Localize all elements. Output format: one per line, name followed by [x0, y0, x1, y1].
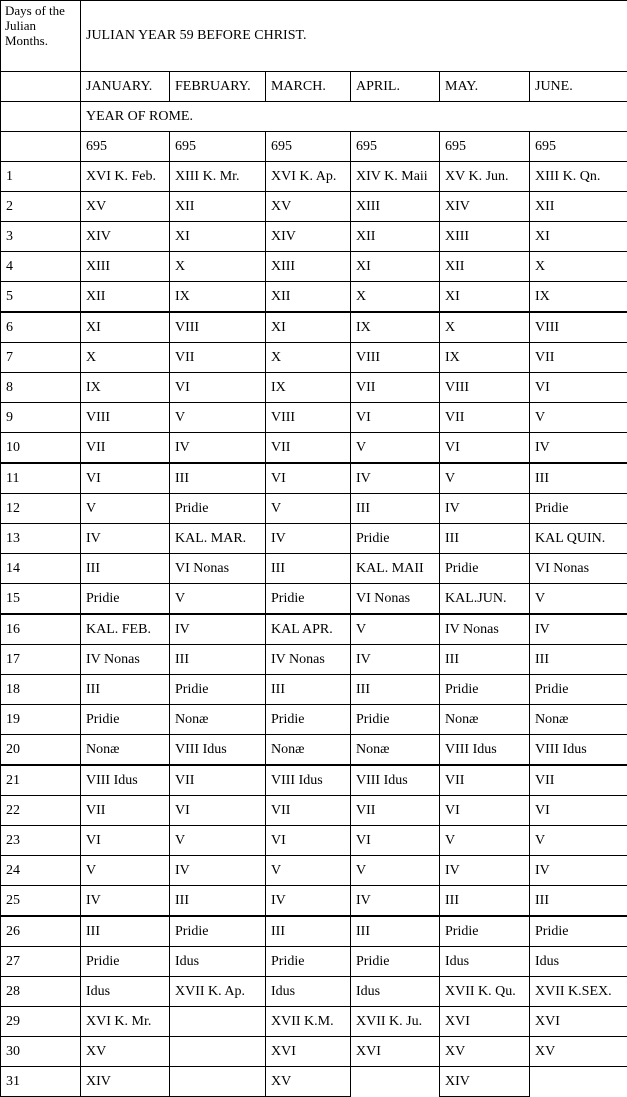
title-row — [1, 1, 627, 72]
month-header-june: JUNE. — [530, 72, 627, 102]
date-cell: IX — [351, 312, 440, 343]
date-cell: III — [351, 675, 440, 705]
date-cell: IV — [351, 886, 440, 917]
date-cell: KAL. MAR. — [170, 524, 266, 554]
day-number: 19 — [1, 705, 81, 735]
day-number: 26 — [1, 916, 81, 947]
date-cell: VI Nonas — [351, 584, 440, 615]
date-cell: XI — [440, 282, 530, 313]
date-cell: VI Nonas — [530, 554, 627, 584]
date-cell: IV Nonas — [81, 645, 170, 675]
date-cell: XVI K. Feb. — [81, 162, 170, 192]
date-cell: V — [266, 494, 351, 524]
date-cell: XII — [351, 222, 440, 252]
date-cell: III — [440, 645, 530, 675]
date-cell: VI — [530, 373, 627, 403]
date-cell: VI — [266, 826, 351, 856]
date-cell: VII — [266, 433, 351, 464]
date-cell: Pridie — [170, 916, 266, 947]
month-header-march: MARCH. — [266, 72, 351, 102]
date-cell: VIII Idus — [170, 735, 266, 766]
date-cell: Pridie — [351, 947, 440, 977]
date-cell: VI — [351, 403, 440, 433]
date-cell: KAL. FEB. — [81, 614, 170, 645]
table-row — [1, 826, 627, 856]
date-cell: KAL.JUN. — [440, 584, 530, 615]
date-cell: IV — [530, 856, 627, 886]
date-cell: XII — [266, 282, 351, 313]
table-row — [1, 765, 627, 796]
year-value: 695 — [266, 132, 351, 162]
date-cell: Pridie — [170, 494, 266, 524]
date-cell: VI — [440, 433, 530, 464]
date-cell: V — [530, 826, 627, 856]
date-cell: VIII — [351, 343, 440, 373]
date-cell: XI — [351, 252, 440, 282]
date-cell: Idus — [170, 947, 266, 977]
year-of-rome-values-row — [1, 132, 627, 162]
date-cell: X — [170, 252, 266, 282]
table-row — [1, 524, 627, 554]
date-cell: IV — [530, 433, 627, 464]
date-cell: VI — [266, 463, 351, 494]
date-cell: IX — [530, 282, 627, 313]
month-header-april: APRIL. — [351, 72, 440, 102]
date-cell: XIII — [81, 252, 170, 282]
date-cell: VIII — [530, 312, 627, 343]
date-cell: IV — [530, 614, 627, 645]
date-cell: III — [266, 554, 351, 584]
day-number: 16 — [1, 614, 81, 645]
month-header-row — [1, 72, 627, 102]
day-number: 8 — [1, 373, 81, 403]
table-row — [1, 494, 627, 524]
day-number: 7 — [1, 343, 81, 373]
date-cell: VIII Idus — [440, 735, 530, 766]
date-cell: III — [530, 463, 627, 494]
date-cell: X — [81, 343, 170, 373]
date-cell: Pridie — [440, 916, 530, 947]
day-number: 22 — [1, 796, 81, 826]
date-cell: VIII — [440, 373, 530, 403]
table-row — [1, 856, 627, 886]
date-cell: V — [440, 463, 530, 494]
date-cell: IV — [170, 856, 266, 886]
date-cell: XV — [81, 1037, 170, 1067]
date-cell: XVI — [266, 1037, 351, 1067]
day-number: 18 — [1, 675, 81, 705]
table-row — [1, 1067, 627, 1097]
date-cell: V — [81, 856, 170, 886]
date-cell: XIV K. Maii — [351, 162, 440, 192]
table-row — [1, 222, 627, 252]
date-cell: IV — [266, 524, 351, 554]
date-cell: VIII — [170, 312, 266, 343]
date-cell: IV — [440, 856, 530, 886]
table-row — [1, 252, 627, 282]
date-cell: VII — [81, 796, 170, 826]
date-cell — [170, 1067, 266, 1097]
date-cell: Pridie — [440, 554, 530, 584]
month-header-january: JANUARY. — [81, 72, 170, 102]
table-row — [1, 916, 627, 947]
day-number: 10 — [1, 433, 81, 464]
day-number: 27 — [1, 947, 81, 977]
date-cell: XII — [440, 252, 530, 282]
month-header-may: MAY. — [440, 72, 530, 102]
date-cell: IV — [81, 886, 170, 917]
date-cell: III — [530, 645, 627, 675]
table-row — [1, 675, 627, 705]
date-cell: XI — [266, 312, 351, 343]
date-cell: Pridie — [81, 947, 170, 977]
date-cell: IX — [266, 373, 351, 403]
day-number: 3 — [1, 222, 81, 252]
date-cell: III — [170, 463, 266, 494]
date-cell: Idus — [440, 947, 530, 977]
date-cell: V — [266, 856, 351, 886]
date-cell: Pridie — [530, 494, 627, 524]
table-row — [1, 886, 627, 917]
year-value: 695 — [530, 132, 627, 162]
year-of-rome-label: YEAR OF ROME. — [81, 102, 627, 132]
date-cell: XVI — [530, 1007, 627, 1037]
date-cell: Nonæ — [440, 705, 530, 735]
date-cell: IV — [266, 886, 351, 917]
date-cell: XII — [170, 192, 266, 222]
date-cell: VII — [170, 343, 266, 373]
date-cell: XV — [81, 192, 170, 222]
date-cell: VI — [440, 796, 530, 826]
date-cell: V — [170, 826, 266, 856]
date-cell: III — [266, 916, 351, 947]
date-cell: V — [351, 433, 440, 464]
date-cell: XVI — [440, 1007, 530, 1037]
date-cell: Nonæ — [530, 705, 627, 735]
date-cell: KAL QUIN. — [530, 524, 627, 554]
date-cell: IX — [440, 343, 530, 373]
date-cell: XIII — [351, 192, 440, 222]
table-row — [1, 554, 627, 584]
date-cell: VII — [440, 765, 530, 796]
date-cell: IV Nonas — [440, 614, 530, 645]
day-number: 11 — [1, 463, 81, 494]
day-number: 29 — [1, 1007, 81, 1037]
day-number: 25 — [1, 886, 81, 917]
empty-cell — [1, 102, 81, 132]
date-cell: VIII — [81, 403, 170, 433]
date-cell — [170, 1007, 266, 1037]
date-cell: Pridie — [81, 705, 170, 735]
date-cell: Pridie — [440, 675, 530, 705]
day-number: 15 — [1, 584, 81, 615]
table-row — [1, 403, 627, 433]
empty-cell — [1, 132, 81, 162]
date-cell: XV — [266, 192, 351, 222]
date-cell: V — [81, 494, 170, 524]
date-cell: VIII Idus — [351, 765, 440, 796]
date-cell: XVII K. Qu. — [440, 977, 530, 1007]
date-cell: KAL APR. — [266, 614, 351, 645]
year-value: 695 — [351, 132, 440, 162]
date-cell: Pridie — [170, 675, 266, 705]
date-cell: III — [530, 886, 627, 917]
date-cell: IV — [170, 433, 266, 464]
table-row — [1, 705, 627, 735]
date-cell: V — [530, 403, 627, 433]
date-cell: III — [351, 494, 440, 524]
day-number: 30 — [1, 1037, 81, 1067]
date-cell: VI — [170, 373, 266, 403]
date-cell: XIII K. Qn. — [530, 162, 627, 192]
table-row — [1, 343, 627, 373]
day-number: 6 — [1, 312, 81, 343]
date-cell: XIV — [81, 222, 170, 252]
date-cell: X — [440, 312, 530, 343]
date-cell: Idus — [266, 977, 351, 1007]
date-cell: VI — [351, 826, 440, 856]
date-cell: VII — [530, 765, 627, 796]
date-cell: XV — [266, 1067, 351, 1097]
date-cell: VI Nonas — [170, 554, 266, 584]
date-cell: XIII — [266, 252, 351, 282]
date-cell: KAL. MAII — [351, 554, 440, 584]
table-row — [1, 947, 627, 977]
date-cell: Nonæ — [170, 705, 266, 735]
date-cell: XI — [81, 312, 170, 343]
day-number: 9 — [1, 403, 81, 433]
table-row — [1, 645, 627, 675]
date-cell: XII — [530, 192, 627, 222]
table-row — [1, 312, 627, 343]
date-cell: XIV — [440, 192, 530, 222]
date-cell: III — [81, 675, 170, 705]
date-cell: V — [530, 584, 627, 615]
date-cell: Pridie — [351, 705, 440, 735]
day-number: 12 — [1, 494, 81, 524]
table-row — [1, 373, 627, 403]
date-cell: IX — [81, 373, 170, 403]
day-number: 31 — [1, 1067, 81, 1097]
date-cell: XVII K. Ap. — [170, 977, 266, 1007]
date-cell: VI — [81, 463, 170, 494]
day-number: 17 — [1, 645, 81, 675]
date-cell: III — [170, 645, 266, 675]
day-number: 4 — [1, 252, 81, 282]
date-cell: V — [351, 614, 440, 645]
date-cell: XVII K.SEX. — [530, 977, 627, 1007]
date-cell: XI — [170, 222, 266, 252]
year-value: 695 — [81, 132, 170, 162]
date-cell: XVI K. Ap. — [266, 162, 351, 192]
date-cell: IV — [81, 524, 170, 554]
date-cell: V — [170, 584, 266, 615]
date-cell: Idus — [530, 947, 627, 977]
day-number: 2 — [1, 192, 81, 222]
date-cell: IV — [170, 614, 266, 645]
date-cell: VII — [266, 796, 351, 826]
date-cell: VIII Idus — [530, 735, 627, 766]
date-cell: VII — [351, 796, 440, 826]
table-row — [1, 282, 627, 313]
date-cell: IV — [351, 645, 440, 675]
date-cell: Idus — [351, 977, 440, 1007]
date-cell: X — [351, 282, 440, 313]
date-cell: VIII — [266, 403, 351, 433]
date-cell: Pridie — [81, 584, 170, 615]
date-cell: V — [440, 826, 530, 856]
date-cell: XIII — [440, 222, 530, 252]
date-cell: X — [530, 252, 627, 282]
year-of-rome-label-row — [1, 102, 627, 132]
date-cell: XIII K. Mr. — [170, 162, 266, 192]
date-cell: IV — [440, 494, 530, 524]
date-cell: XV K. Jun. — [440, 162, 530, 192]
day-number: 14 — [1, 554, 81, 584]
days-column-header: Days of the Julian Months. — [1, 1, 81, 72]
date-cell: Pridie — [351, 524, 440, 554]
date-cell: IX — [170, 282, 266, 313]
date-cell: IV — [351, 463, 440, 494]
date-cell: III — [266, 675, 351, 705]
date-cell: VII — [530, 343, 627, 373]
date-cell: Pridie — [530, 916, 627, 947]
date-cell: Nonæ — [81, 735, 170, 766]
day-number: 5 — [1, 282, 81, 313]
date-cell: III — [170, 886, 266, 917]
table-title: JULIAN YEAR 59 BEFORE CHRIST. — [81, 1, 627, 72]
table-row — [1, 463, 627, 494]
table-row — [1, 162, 627, 192]
date-cell: Pridie — [266, 584, 351, 615]
table-row — [1, 433, 627, 464]
table-row — [1, 735, 627, 766]
date-cell: XV — [530, 1037, 627, 1067]
date-cell: VI — [81, 826, 170, 856]
date-cell: Idus — [81, 977, 170, 1007]
date-cell: XVII K.M. — [266, 1007, 351, 1037]
date-cell: III — [81, 916, 170, 947]
date-cell: Nonæ — [351, 735, 440, 766]
table-row — [1, 192, 627, 222]
date-cell: III — [81, 554, 170, 584]
date-cell: XV — [440, 1037, 530, 1067]
date-cell: VII — [170, 765, 266, 796]
empty-cell — [1, 72, 81, 102]
date-cell: V — [170, 403, 266, 433]
date-cell: VI — [530, 796, 627, 826]
day-number: 21 — [1, 765, 81, 796]
date-cell: VII — [440, 403, 530, 433]
table-row — [1, 584, 627, 615]
date-cell: X — [266, 343, 351, 373]
table-row — [1, 977, 627, 1007]
blank-area — [530, 1067, 627, 1097]
date-cell: III — [440, 524, 530, 554]
day-number: 24 — [1, 856, 81, 886]
date-cell: III — [440, 886, 530, 917]
blank-area — [351, 1067, 440, 1097]
day-number: 1 — [1, 162, 81, 192]
date-cell: VII — [351, 373, 440, 403]
date-cell: XI — [530, 222, 627, 252]
date-cell: XVI K. Mr. — [81, 1007, 170, 1037]
year-value: 695 — [440, 132, 530, 162]
day-number: 13 — [1, 524, 81, 554]
date-cell: XII — [81, 282, 170, 313]
date-cell: V — [351, 856, 440, 886]
date-cell: III — [351, 916, 440, 947]
date-cell: VIII Idus — [81, 765, 170, 796]
table-row — [1, 1007, 627, 1037]
date-cell: IV Nonas — [266, 645, 351, 675]
date-cell: XVII K. Ju. — [351, 1007, 440, 1037]
table-row — [1, 1037, 627, 1067]
date-cell: VII — [81, 433, 170, 464]
date-cell: VIII Idus — [266, 765, 351, 796]
date-cell: XVI — [351, 1037, 440, 1067]
table-row — [1, 796, 627, 826]
date-cell — [170, 1037, 266, 1067]
date-cell: Nonæ — [266, 735, 351, 766]
date-cell: Pridie — [530, 675, 627, 705]
date-cell: Pridie — [266, 705, 351, 735]
date-cell: XIV — [81, 1067, 170, 1097]
year-value: 695 — [170, 132, 266, 162]
date-cell: VI — [170, 796, 266, 826]
day-number: 23 — [1, 826, 81, 856]
date-cell: Pridie — [266, 947, 351, 977]
month-header-february: FEBRUARY. — [170, 72, 266, 102]
date-cell: XIV — [266, 222, 351, 252]
day-number: 28 — [1, 977, 81, 1007]
date-cell: XIV — [440, 1067, 530, 1097]
table-row — [1, 614, 627, 645]
day-number: 20 — [1, 735, 81, 766]
